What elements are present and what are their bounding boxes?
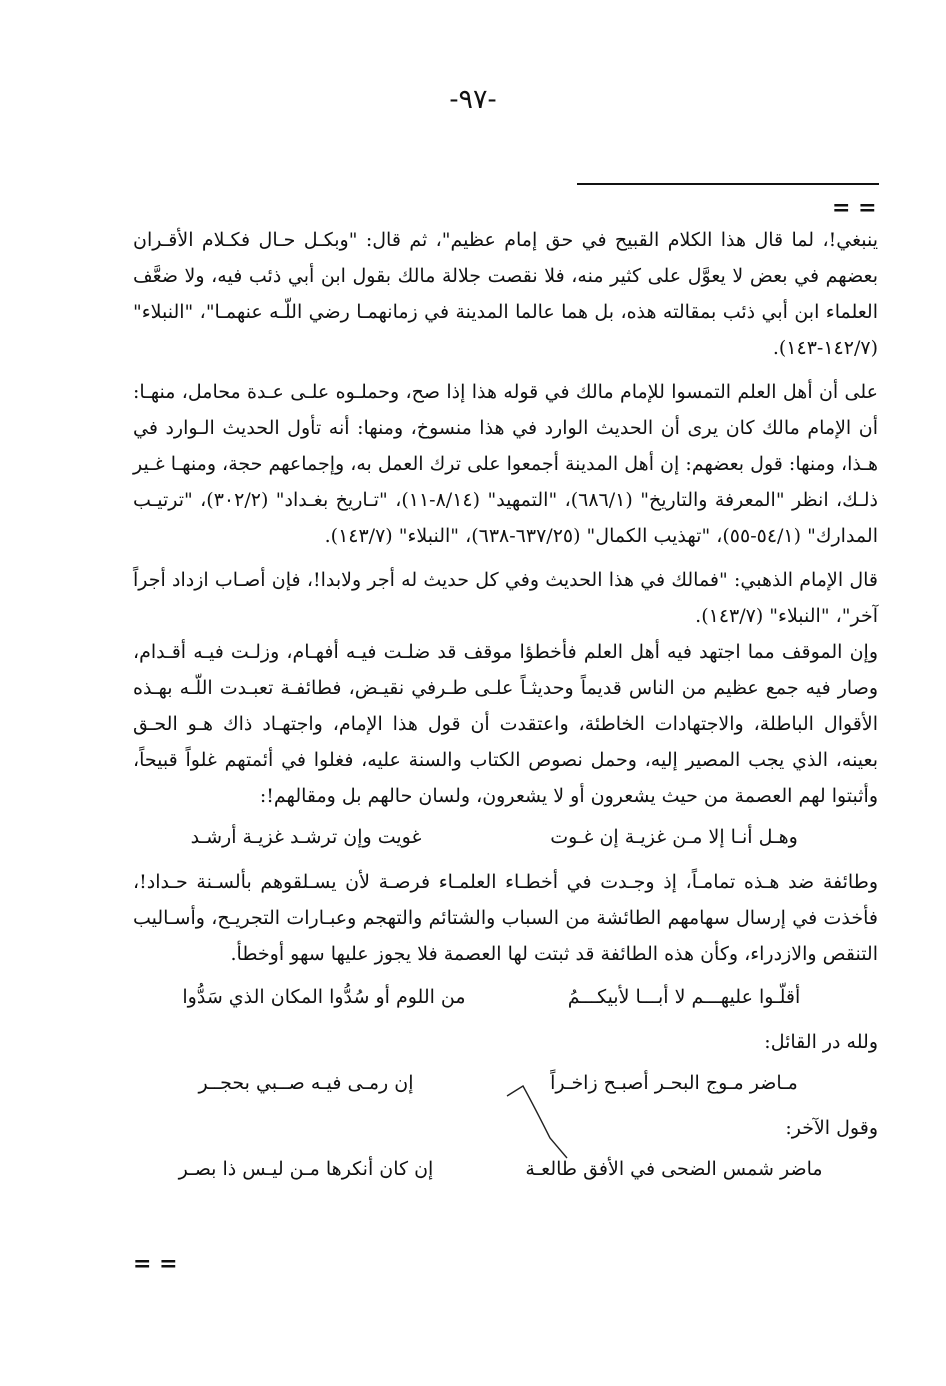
verse-1-first-hemistich: وهـل أنـا إلا مـن غزيـة إن غـوت bbox=[550, 826, 798, 848]
paragraph-4: وإن الموقف مما اجتهد فيه أهل العلم فأخطؤا موقف قد ضلـت فيـه أفهـام، وزلـت فيـه أقـدام، وصار فيه جمع عظيم من الناس قديماً وحديثـاً علـى طـرفي نقيـض، فطائفـة تعبـدت اللّـه بهـذه الأقوال الباطلة، والاجتهادات الخاطئة، واعتقدت أن قول هذا الإمام، واجتهـاد ذاك هـو الحـق بعينه، الذي يجب المصير إليه، وحمل نصوص الكتاب والسنة عليه، فغلوا في أئمتهم غلواً قبيحاً، وأثبتوا لهم العصمة من حيث يشعرون أو لا يشعرون، ولسان حالهم بل ومقالهم!: bbox=[133, 641, 878, 807]
verse-intro-2: وقول الآخر: bbox=[785, 1117, 878, 1139]
paragraph-1: ينبغي!، لما قال هذا الكلام القبيح في حق إمام عظيم"، ثم قال: "وبكـل حـال فكـلام الأقـران بعضهم في بعض لا يعوَّل على كثير منه، فلا نقصت جلالة مالك بقول ابن أبي ذئب فيه، ولا ضعَّف العلماء ابن أبي ذئب بمقالته هذه، بل هما عالما المدينة في زمانهمـا رضي اللّـه عنهمـا"، "النبلاء" (١٤٢/٧-١٤٣). bbox=[133, 229, 878, 359]
page-number: -٩٧- bbox=[449, 84, 497, 115]
verse-2-first-hemistich: أقلّـوا عليهـــم لا أبـــا لأبيكـــمُ bbox=[567, 986, 801, 1008]
verse-4-second-hemistich: إن كان أنكرها مـن ليـس ذا بصـر bbox=[178, 1158, 434, 1180]
continuation-mark-top: = = bbox=[832, 195, 877, 221]
verse-3-second-hemistich: إن رمـى فيـه صــبي بحجــر bbox=[198, 1072, 414, 1094]
continuation-mark-bottom: = = bbox=[133, 1251, 178, 1277]
verse-1-second-hemistich: غويت وإن ترشـد غزيـة أرشـد bbox=[190, 826, 422, 848]
paragraph-2: على أن أهل العلم التمسوا للإمام مالك في قوله هذا إذا صح، وحملـوه علـى عـدة محامل، منهـا: أن الإمام مالك كان يرى أن الحديث الوارد في هذا منسوخ، ومنها: أنه تأول الحديث الـوارد في هـذا، ومنها: قول بعضهم: إن أهل المدينة أجمعوا على ترك العمل به، وإجماعهم حجة، ومنهـا غـير ذلـك، انظر "المعرفة والتاريخ" (٦٨٦/١)، "التمهيد" (٨/١٤-١١)، "تـاريخ بغـداد" (٣٠٢/٢)، "ترتيـب المدارك" (٥٤/١-٥٥)، "تهذيب الكمال" (٦٣٧/٢٥-٦٣٨)، "النبلاء" (١٤٣/٧). bbox=[133, 381, 878, 547]
verse-2-second-hemistich: من اللوم أو سُدُّوا المكان الذي سَدُّوا bbox=[182, 986, 466, 1008]
paragraph-5: وطائفة ضد هـذه تمامـاً، إذ وجـدت في أخطـاء العلمـاء فرصـة لأن يسـلقوهم بألسـنة حـداد!، فأخذت في إرسال سهامهم الطائشة من السباب والشتائم والتهجم وعبـارات التجريـح، وأسـاليب التنقص والازدراء، وكأن هذه الطائفة قد ثبتت لها العصمة فلا يجوز عليها سهو أوخطأ. bbox=[133, 871, 878, 965]
verse-3-first-hemistich: مـاضر مـوج البحـر أصبـح زاخـراً bbox=[550, 1072, 798, 1094]
verse-4-first-hemistich: ماضر شمس الضحى في الأفق طالعـة bbox=[525, 1158, 823, 1180]
verse-1 bbox=[133, 820, 878, 854]
handwritten-pen-mark-icon bbox=[505, 1068, 575, 1160]
verse-intro-1: ولله در القائل: bbox=[764, 1031, 878, 1053]
paragraph-3: قال الإمام الذهبي: "فمالك في هذا الحديث وفي كل حديث له أجر ولابدا!، فإن أصـاب ازداد أجراً آخر"، "النبلاء" (١٤٣/٧). bbox=[133, 569, 878, 627]
footnote-separator-rule bbox=[577, 183, 879, 185]
verse-2 bbox=[133, 980, 878, 1014]
footnote-body bbox=[133, 222, 878, 1196]
